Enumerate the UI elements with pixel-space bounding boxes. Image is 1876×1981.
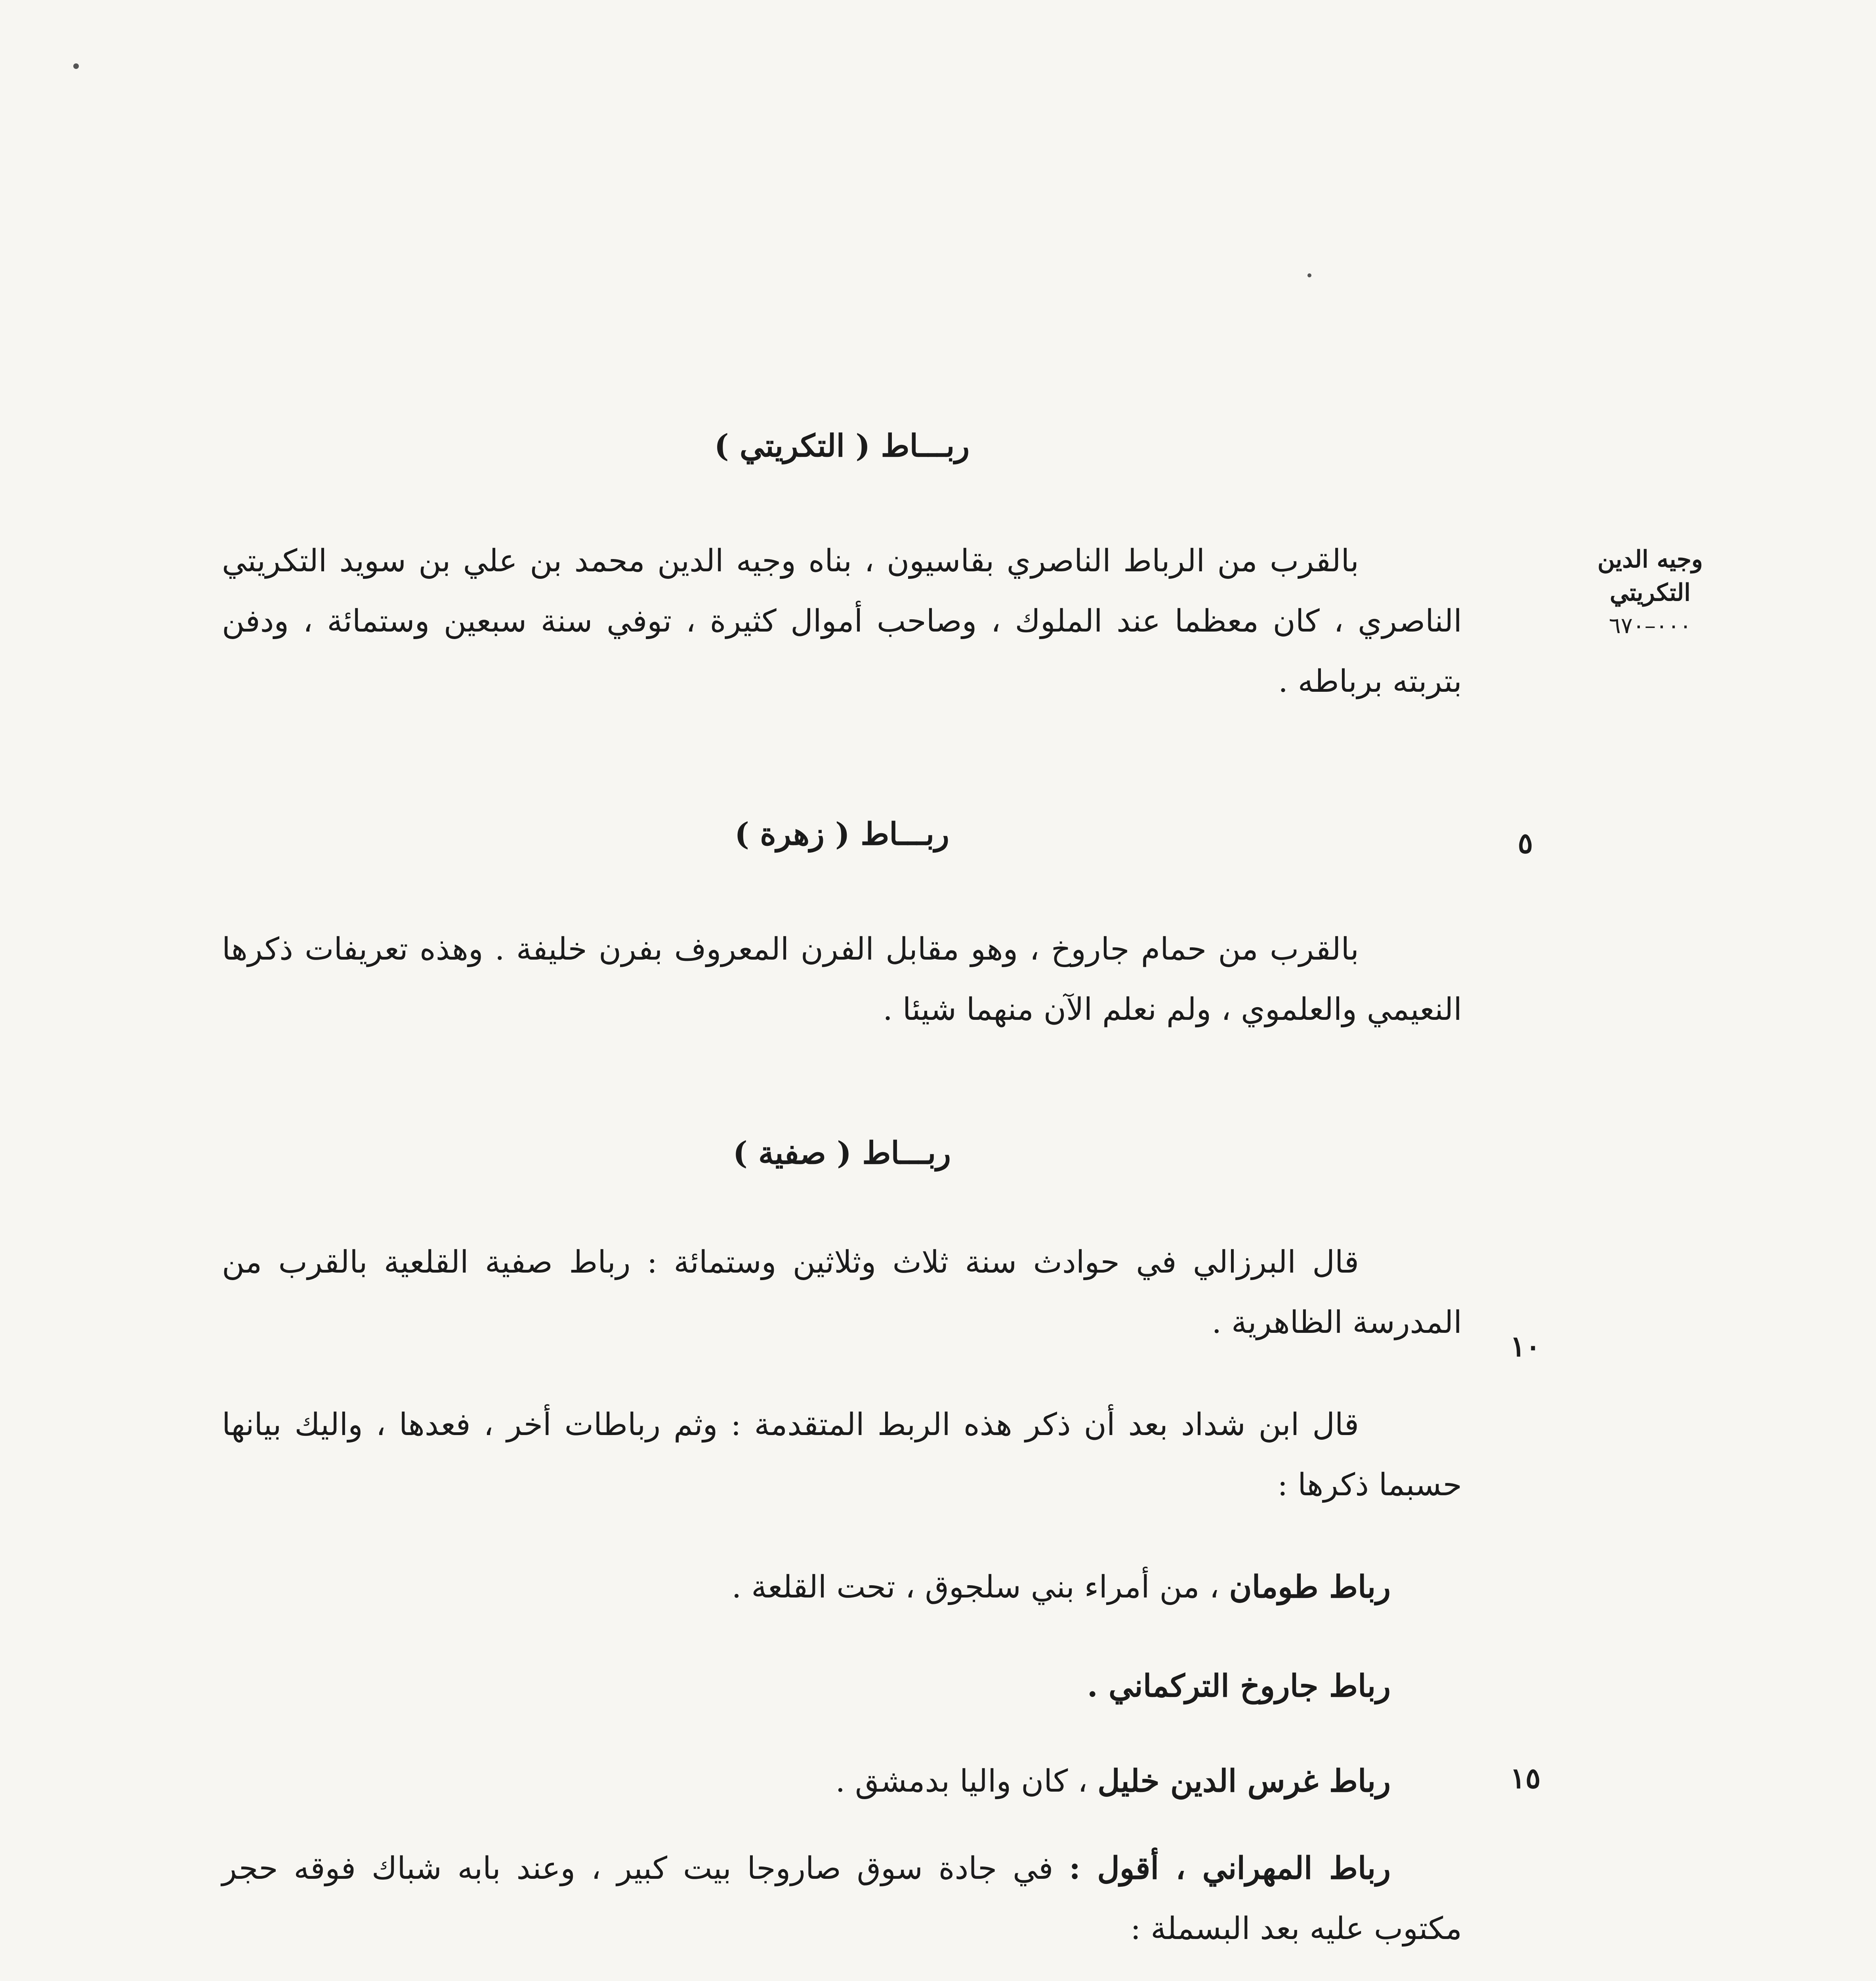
scan-speck bbox=[73, 63, 79, 69]
entry-ribat-mihrani-title: رباط المهراني ، أقول : bbox=[1069, 1850, 1391, 1886]
entry-ribat-jarukh-title: رباط جاروخ التركماني . bbox=[1087, 1668, 1391, 1704]
paragraph-ibn-shaddad: قال ابن شداد بعد أن ذكر هذه الربط المتقدمة : وثم رباطات أخر ، فعدها ، واليك بيانها حسبما ذكرها : bbox=[222, 1407, 1462, 1503]
line-number-10: ١٠ bbox=[1510, 1329, 1541, 1363]
entry-ribat-jarukh bbox=[222, 1656, 1462, 1716]
entry-ribat-tuman-text: ، من أمراء بني سلجوق ، تحت القلعة . bbox=[731, 1569, 1229, 1605]
line-number-5: ٥ bbox=[1517, 826, 1533, 860]
entry-ribat-tuman-title: رباط طومان bbox=[1229, 1569, 1391, 1605]
entry-ribat-ghars bbox=[222, 1751, 1462, 1811]
entry-ribat-ghars-title: رباط غرس الدين خليل bbox=[1097, 1763, 1391, 1799]
entry-ribat-mihrani-text: في جادة سوق صاروجا بيت كبير ، وعند بابه شباك فوقه حجر مكتوب عليه بعد البسملة : bbox=[222, 1851, 1462, 1947]
margin-note-name-line2: التكريتي bbox=[1609, 579, 1691, 607]
margin-note bbox=[1565, 543, 1735, 643]
section-heading-zahra: ربـــاط ( زهرة ) bbox=[735, 816, 949, 852]
margin-note-years: ٠٠٠–٦٧٠ bbox=[1609, 613, 1692, 639]
line-number-15: ١٥ bbox=[1510, 1761, 1541, 1795]
entry-ribat-tuman bbox=[222, 1557, 1462, 1617]
paragraph-zahra: بالقرب من حمام جاروخ ، وهو مقابل الفرن المعروف بفرن خليفة . وهذه تعريفات ذكرها النعيمي والعلموي ، ولم نعلم الآن منهما شيئا . bbox=[222, 931, 1462, 1027]
section-heading-safiya: ربـــاط ( صفية ) bbox=[733, 1135, 951, 1171]
paragraph-barzali: قال البرزالي في حوادث سنة ثلاث وثلاثين وستمائة : رباط صفية القلعية بالقرب من المدرسة الظاهرية . bbox=[222, 1244, 1462, 1340]
section-heading-takriti: ربـــاط ( التكريتي ) bbox=[714, 428, 970, 464]
paragraph-takriti: بالقرب من الرباط الناصري بقاسيون ، بناه وجيه الدين محمد بن علي بن سويد التكريتي الناصري ، كان معظما عند الملوك ، وصاحب أموال كثيرة ، توفي سنة سبعين وستمائة ، ودفن بتربته برباطه . bbox=[222, 543, 1462, 699]
entry-ribat-mihrani bbox=[222, 1838, 1462, 1959]
entry-ribat-ghars-text: ، كان واليا بدمشق . bbox=[835, 1763, 1098, 1799]
margin-note-name-line1: وجيه الدين bbox=[1597, 546, 1703, 573]
scan-speck bbox=[1307, 273, 1311, 277]
